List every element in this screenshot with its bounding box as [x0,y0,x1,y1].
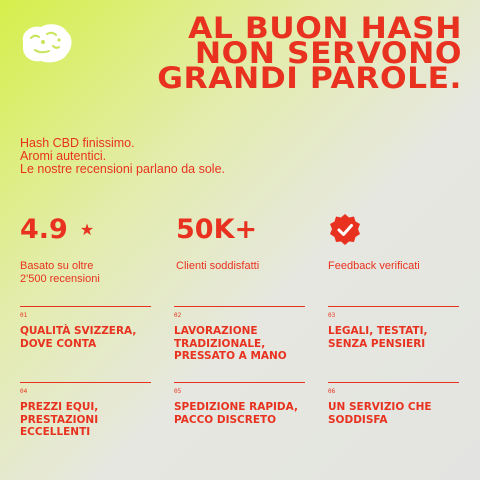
feature-item [174,382,305,426]
feature-text [174,401,305,426]
stat-caption-line: Basato su oltre [20,260,94,272]
feature-line: SENZA PENSIERI [328,337,426,350]
feature-text [20,325,151,350]
feature-item [20,306,151,350]
feature-line: PRESTAZIONI [20,413,99,426]
brand-logo-icon [17,20,75,66]
feature-text [174,325,305,363]
feature-line: TRADIZIONALE, [174,337,266,350]
headline-line: GRANDI PAROLE. [157,61,462,95]
feature-item [174,306,305,363]
star-icon: ★ [79,220,95,239]
feature-line: QUALITÀ SVIZZERA, [20,325,137,337]
stat-caption-line: 2'500 recensioni [20,272,100,285]
feature-line: DOVE CONTA [20,337,97,350]
stat-caption [328,260,468,273]
stat-caption-line: Clienti soddisfatti [176,260,260,272]
feature-item [328,306,459,350]
stat-verified [328,212,468,273]
feature-item [328,382,459,426]
feature-text [328,325,459,350]
feature-line: SODDISFA [328,413,388,426]
customers-value: 50K+ [176,214,258,245]
feature-number: 01 [20,312,28,319]
headline-line: NON SERVONO [194,36,462,70]
headline [95,11,462,95]
feature-line: PREZZI EQUI, [20,401,99,413]
feature-line: PRESSATO A MANO [174,350,287,362]
intro-line: Hash CBD finissimo. [20,136,135,150]
feature-number: 06 [328,388,336,395]
feature-number: 04 [20,388,28,395]
headline-line: AL BUON HASH [188,11,462,45]
stat-caption [20,260,160,285]
stat-caption-line: Feedback verificati [328,260,420,272]
feature-text [20,401,151,439]
intro-text [20,137,225,176]
feature-number: 02 [174,312,182,319]
feature-line: UN SERVIZIO CHE [328,401,432,413]
intro-line: Aromi autentici. [20,149,107,163]
feature-line: LAVORAZIONE [174,325,258,337]
rating-value: 4.9 [20,214,68,245]
feature-line: PACCO DISCRETO [174,413,277,426]
stat-customers [176,212,316,273]
verified-check-badge-icon [328,213,362,247]
feature-line: LEGALI, TESTATI, [328,325,428,337]
feature-number: 03 [328,312,336,319]
stat-rating [20,212,160,285]
feature-line: ECCELLENTI [20,426,91,438]
intro-line: Le nostre recensioni parlano da sole. [20,162,225,176]
feature-line: SPEDIZIONE RAPIDA, [174,401,298,413]
feature-item [20,382,151,439]
stat-caption [176,260,316,273]
feature-text [328,401,459,426]
feature-number: 05 [174,388,182,395]
